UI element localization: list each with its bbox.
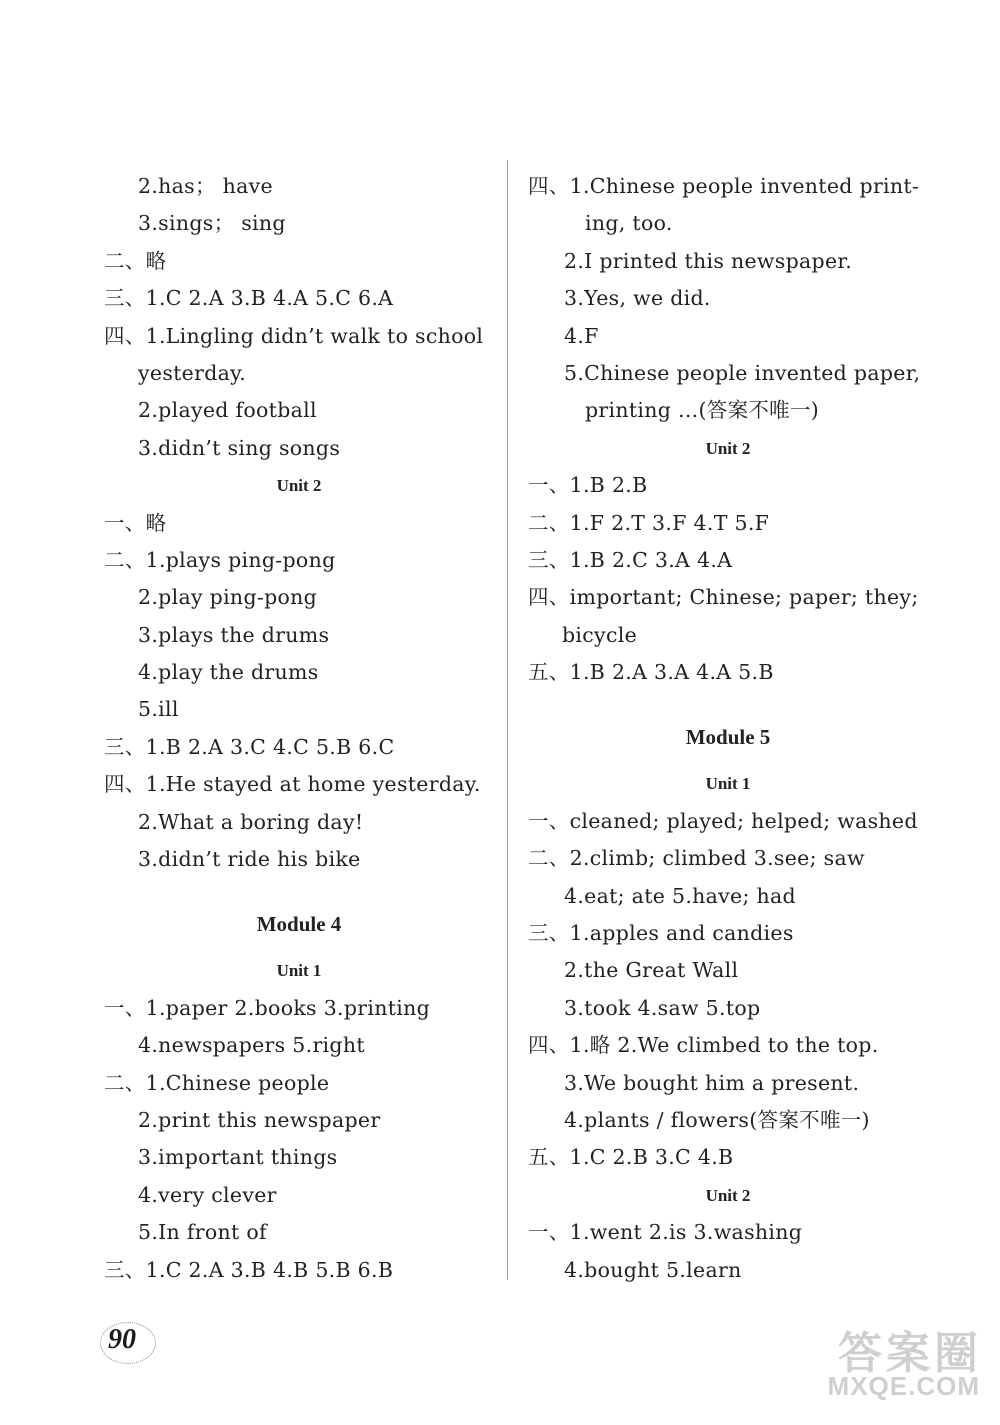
answer-line: 四、1.He stayed at home yesterday. — [104, 772, 481, 797]
answer-line: yesterday. — [138, 360, 247, 385]
module-heading: Module 5 — [685, 725, 771, 750]
answer-line: 2.What a boring day! — [138, 809, 364, 834]
watermark-logo — [772, 1317, 982, 1407]
page-number-text: 90 — [108, 1324, 136, 1355]
answer-line: 一、1.went 2.is 3.washing — [528, 1220, 803, 1245]
answer-line: 4.newspapers 5.right — [138, 1033, 365, 1058]
answer-line: 3.plays the drums — [138, 622, 330, 647]
answer-line: 3.didn’t sing songs — [138, 435, 341, 460]
answer-line: 五、1.C 2.B 3.C 4.B — [528, 1145, 734, 1170]
answer-line: 2.the Great Wall — [564, 958, 739, 983]
module-heading: Module 4 — [256, 912, 342, 937]
unit-heading: Unit 2 — [705, 438, 751, 458]
answer-line: 3.took 4.saw 5.top — [564, 995, 761, 1020]
answer-line: 二、1.F 2.T 3.F 4.T 5.F — [528, 510, 770, 535]
answer-line: printing ...(答案不唯一) — [585, 398, 820, 423]
answer-line: 2.has； have — [138, 174, 273, 198]
answer-line: 三、1.C 2.A 3.B 4.A 5.C 6.A — [104, 286, 394, 311]
answer-line: 二、1.plays ping-pong — [104, 547, 336, 572]
left-column — [104, 168, 494, 1289]
watermark-bottom-text: MXQE.COM — [827, 1371, 980, 1401]
answer-line: 五、1.B 2.A 3.A 4.A 5.B — [528, 660, 774, 685]
answer-line: 5.In front of — [138, 1220, 267, 1245]
answer-line: 4.play the drums — [138, 660, 319, 685]
answer-line: 四、1.Chinese people invented print- — [528, 174, 920, 198]
answer-line: 4.eat; ate 5.have; had — [564, 883, 796, 908]
answer-line: 3.sings； sing — [138, 211, 286, 236]
answer-line: 四、1.Lingling didn’t walk to school — [104, 323, 484, 348]
answer-line: 3.didn’t ride his bike — [138, 847, 361, 872]
answer-line: 5.Chinese people invented paper, — [564, 360, 921, 385]
answer-line: 4.bought 5.learn — [564, 1257, 742, 1282]
answer-line: 四、important; Chinese; paper; they; — [528, 585, 919, 610]
answer-line: 一、cleaned; played; helped; washed — [528, 808, 918, 833]
answer-line: 2.print this newspaper — [138, 1107, 381, 1132]
answer-line: 一、1.B 2.B — [528, 473, 648, 498]
unit-heading: Unit 1 — [276, 961, 322, 981]
unit-heading: Unit 1 — [705, 774, 751, 794]
answer-line: ing, too. — [585, 211, 673, 236]
answer-line: 二、2.climb; climbed 3.see; saw — [528, 846, 865, 871]
answer-line: 2.played football — [138, 398, 317, 423]
page-number — [100, 1318, 160, 1366]
answer-line: 四、1.略 2.We climbed to the top. — [528, 1033, 879, 1058]
answer-line: 三、1.C 2.A 3.B 4.B 5.B 6.B — [104, 1257, 394, 1282]
answer-line: 3.important things — [138, 1145, 338, 1170]
answer-line: 三、1.B 2.C 3.A 4.A — [528, 547, 733, 572]
answer-line: 二、略 — [104, 248, 167, 273]
answer-line: 一、1.paper 2.books 3.printing — [104, 995, 431, 1020]
answer-line: 5.ill — [138, 697, 179, 722]
answer-line: 4.very clever — [138, 1182, 277, 1207]
answer-line: 二、1.Chinese people — [104, 1070, 330, 1095]
answer-line: 3.Yes, we did. — [564, 286, 711, 311]
answer-line: 2.play ping-pong — [138, 585, 318, 610]
answer-line: 3.We bought him a present. — [564, 1070, 860, 1095]
answer-line: 4.F — [564, 323, 599, 348]
unit-heading: Unit 2 — [705, 1185, 751, 1205]
answer-line: 一、略 — [104, 510, 167, 535]
right-column — [528, 168, 928, 1289]
watermark-top-text: 答案圈 — [838, 1328, 982, 1379]
answer-line: 三、1.B 2.A 3.C 4.C 5.B 6.C — [104, 734, 395, 759]
answer-line: 三、1.apples and candies — [528, 921, 794, 946]
answer-line: 2.I printed this newspaper. — [564, 248, 853, 273]
answer-line: 4.plants / flowers(答案不唯一) — [564, 1107, 870, 1132]
unit-heading: Unit 2 — [276, 476, 322, 496]
column-divider — [507, 160, 508, 1280]
answer-line: bicycle — [562, 622, 638, 647]
